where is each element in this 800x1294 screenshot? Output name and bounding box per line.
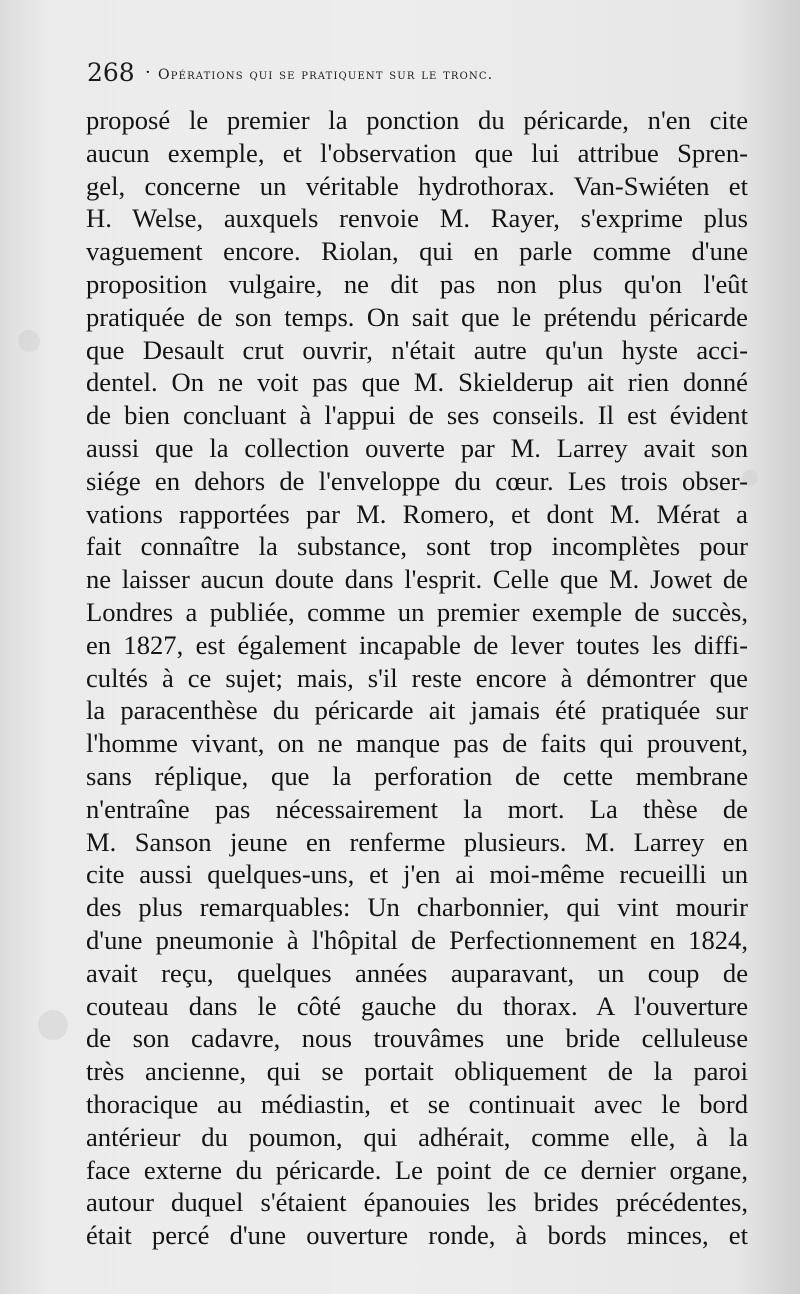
text-line: proposé le premier la ponction du péricarde, n'en cite bbox=[86, 105, 748, 135]
text-line: n'entraîne pas nécessairement la mort. La thèse de bbox=[86, 793, 748, 824]
text-line: de son cadavre, nous trouvâmes une bride celluleuse bbox=[86, 1023, 748, 1054]
text-line: fait connaître la substance, sont trop incomplètes pour bbox=[86, 531, 748, 562]
text-line: des plus remarquables: Un charbonnier, qui vint mourir bbox=[86, 892, 748, 923]
text-line: H. Welse, auxquels renvoie M. Rayer, s'exprime plus bbox=[86, 203, 748, 234]
text-line: l'homme vivant, on ne manque pas de faits qui prouvent, bbox=[86, 728, 748, 759]
page-number: 268 bbox=[87, 58, 135, 87]
text-line: en 1827, est également incapable de lever toutes les diffi- bbox=[86, 629, 748, 660]
text-line: était percé d'une ouverture ronde, à bords minces, et bbox=[86, 1220, 748, 1251]
text-line: cultés à ce sujet; mais, s'il reste encore à démontrer que bbox=[86, 662, 748, 693]
text-line: gel, concerne un véritable hydrothorax. Van-Swiéten et bbox=[86, 170, 748, 201]
text-line: antérieur du poumon, qui adhérait, comme elle, à la bbox=[86, 1121, 748, 1152]
text-line: vaguement encore. Riolan, qui en parle comme d'une bbox=[86, 236, 748, 267]
running-title: Opérations qui se pratiquent sur le tronc. bbox=[158, 67, 494, 83]
body-text bbox=[86, 104, 748, 1252]
paper-stain bbox=[18, 330, 40, 352]
text-line: couteau dans le côté gauche du thorax. A l'ouverture bbox=[86, 990, 748, 1021]
text-line: pratiquée de son temps. On sait que le prétendu péricarde bbox=[86, 301, 748, 332]
text-line: de bien concluant à l'appui de ses conseils. Il est évident bbox=[86, 400, 748, 431]
paper-stain bbox=[38, 1010, 68, 1040]
text-line: très ancienne, qui se portait obliquement de la paroi bbox=[86, 1056, 748, 1087]
text-line: siége en dehors de l'enveloppe du cœur. Les trois obser- bbox=[86, 465, 748, 496]
text-line: face externe du péricarde. Le point de ce dernier organe, bbox=[86, 1154, 748, 1185]
text-line: thoracique au médiastin, et se continuait avec le bord bbox=[86, 1088, 748, 1119]
text-line: dentel. On ne voit pas que M. Skielderup ait rien donné bbox=[86, 367, 748, 398]
text-line: d'une pneumonie à l'hôpital de Perfectionnement en 1824, bbox=[86, 924, 748, 955]
text-line: aucun exemple, et l'observation que lui attribue Spren- bbox=[86, 137, 748, 168]
header-separator: · bbox=[145, 62, 151, 83]
text-line: aussi que la collection ouverte par M. Larrey avait son bbox=[86, 432, 748, 463]
text-line: ne laisser aucun doute dans l'esprit. Celle que M. Jowet de bbox=[86, 564, 748, 595]
page-header bbox=[87, 56, 709, 90]
text-line: Londres a publiée, comme un premier exemple de succès, bbox=[86, 596, 748, 627]
text-line: M. Sanson jeune en renferme plusieurs. M. Larrey en bbox=[86, 826, 748, 857]
text-line: que Desault crut ouvrir, n'était autre qu'un hyste acci- bbox=[86, 334, 748, 365]
text-line: vations rapportées par M. Romero, et dont M. Mérat a bbox=[86, 498, 748, 529]
text-line: autour duquel s'étaient épanouies les brides précédentes, bbox=[86, 1187, 748, 1218]
text-line: sans réplique, que la perforation de cette membrane bbox=[86, 760, 748, 791]
text-line: avait reçu, quelques années auparavant, un coup de bbox=[86, 957, 748, 988]
text-line: proposition vulgaire, ne dit pas non plus qu'on l'eût bbox=[86, 268, 748, 299]
text-line: cite aussi quelques-uns, et j'en ai moi-même recueilli un bbox=[86, 859, 748, 890]
text-line: la paracenthèse du péricarde ait jamais été pratiquée sur bbox=[86, 695, 748, 726]
